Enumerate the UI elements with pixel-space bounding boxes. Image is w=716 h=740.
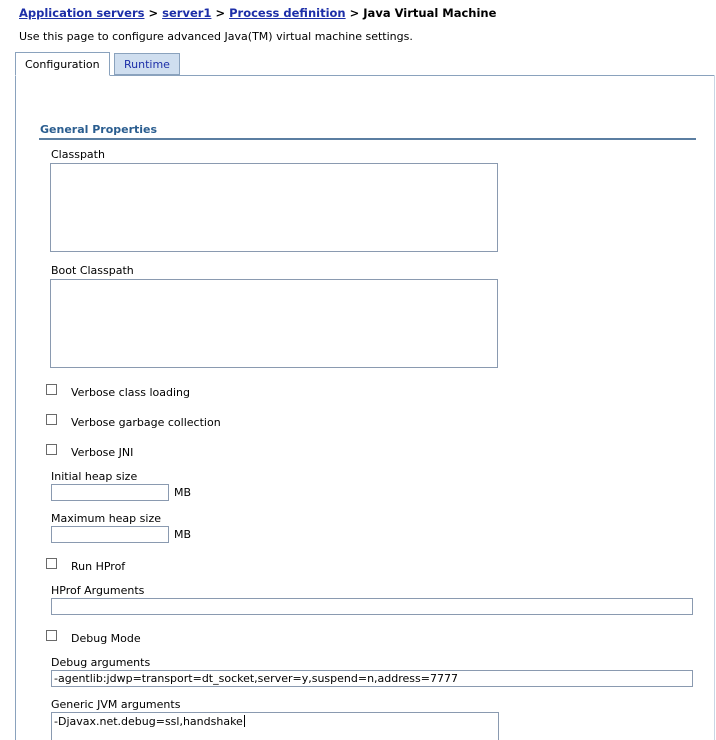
classpath-textarea[interactable] <box>50 163 498 252</box>
breadcrumb-separator: > <box>345 6 364 20</box>
section-title: General Properties <box>40 123 158 136</box>
generic-jvm-arguments-textarea[interactable] <box>51 712 499 740</box>
debug-arguments-input[interactable]: -agentlib:jdwp=transport=dt_socket,server=y,suspend=n,address=7777 <box>51 670 693 687</box>
run-hprof-label: Run HProf <box>71 560 126 573</box>
debug-mode-label: Debug Mode <box>71 632 141 645</box>
verbose-class-loading-label: Verbose class loading <box>71 386 190 399</box>
boot-classpath-textarea[interactable] <box>50 279 498 368</box>
maximum-heap-size-unit: MB <box>174 528 192 541</box>
tab-divider <box>15 75 715 76</box>
breadcrumb-application-servers-link[interactable]: Application servers <box>19 6 145 20</box>
tab-runtime[interactable]: Runtime <box>114 53 180 75</box>
hprof-arguments-input[interactable] <box>51 598 693 615</box>
generic-jvm-arguments-value: -Djavax.net.debug=ssl,handshake <box>54 715 243 728</box>
generic-jvm-arguments-label: Generic JVM arguments <box>51 698 181 711</box>
text-cursor <box>244 715 245 727</box>
tab-configuration[interactable]: Configuration <box>15 52 110 76</box>
page-description: Use this page to configure advanced Java(TM) virtual machine settings. <box>19 30 413 43</box>
content-border-left <box>15 75 16 740</box>
classpath-label: Classpath <box>51 148 105 161</box>
breadcrumb-server1-link[interactable]: server1 <box>162 6 212 20</box>
verbose-jni-checkbox[interactable] <box>46 444 57 455</box>
maximum-heap-size-label: Maximum heap size <box>51 512 161 525</box>
verbose-jni-label: Verbose JNI <box>71 446 134 459</box>
breadcrumb-current: Java Virtual Machine <box>363 6 497 20</box>
section-divider <box>39 138 696 140</box>
initial-heap-size-input[interactable] <box>51 484 169 501</box>
debug-arguments-label: Debug arguments <box>51 656 151 669</box>
initial-heap-size-label: Initial heap size <box>51 470 138 483</box>
verbose-gc-checkbox[interactable] <box>46 414 57 425</box>
initial-heap-size-unit: MB <box>174 486 192 499</box>
verbose-class-loading-checkbox[interactable] <box>46 384 57 395</box>
breadcrumb <box>19 6 496 20</box>
run-hprof-checkbox[interactable] <box>46 558 57 569</box>
boot-classpath-label: Boot Classpath <box>51 264 134 277</box>
content-border-right <box>714 75 715 740</box>
breadcrumb-separator: > <box>211 6 230 20</box>
maximum-heap-size-input[interactable] <box>51 526 169 543</box>
hprof-arguments-label: HProf Arguments <box>51 584 145 597</box>
breadcrumb-process-definition-link[interactable]: Process definition <box>229 6 346 20</box>
breadcrumb-separator: > <box>144 6 163 20</box>
verbose-gc-label: Verbose garbage collection <box>71 416 221 429</box>
debug-mode-checkbox[interactable] <box>46 630 57 641</box>
